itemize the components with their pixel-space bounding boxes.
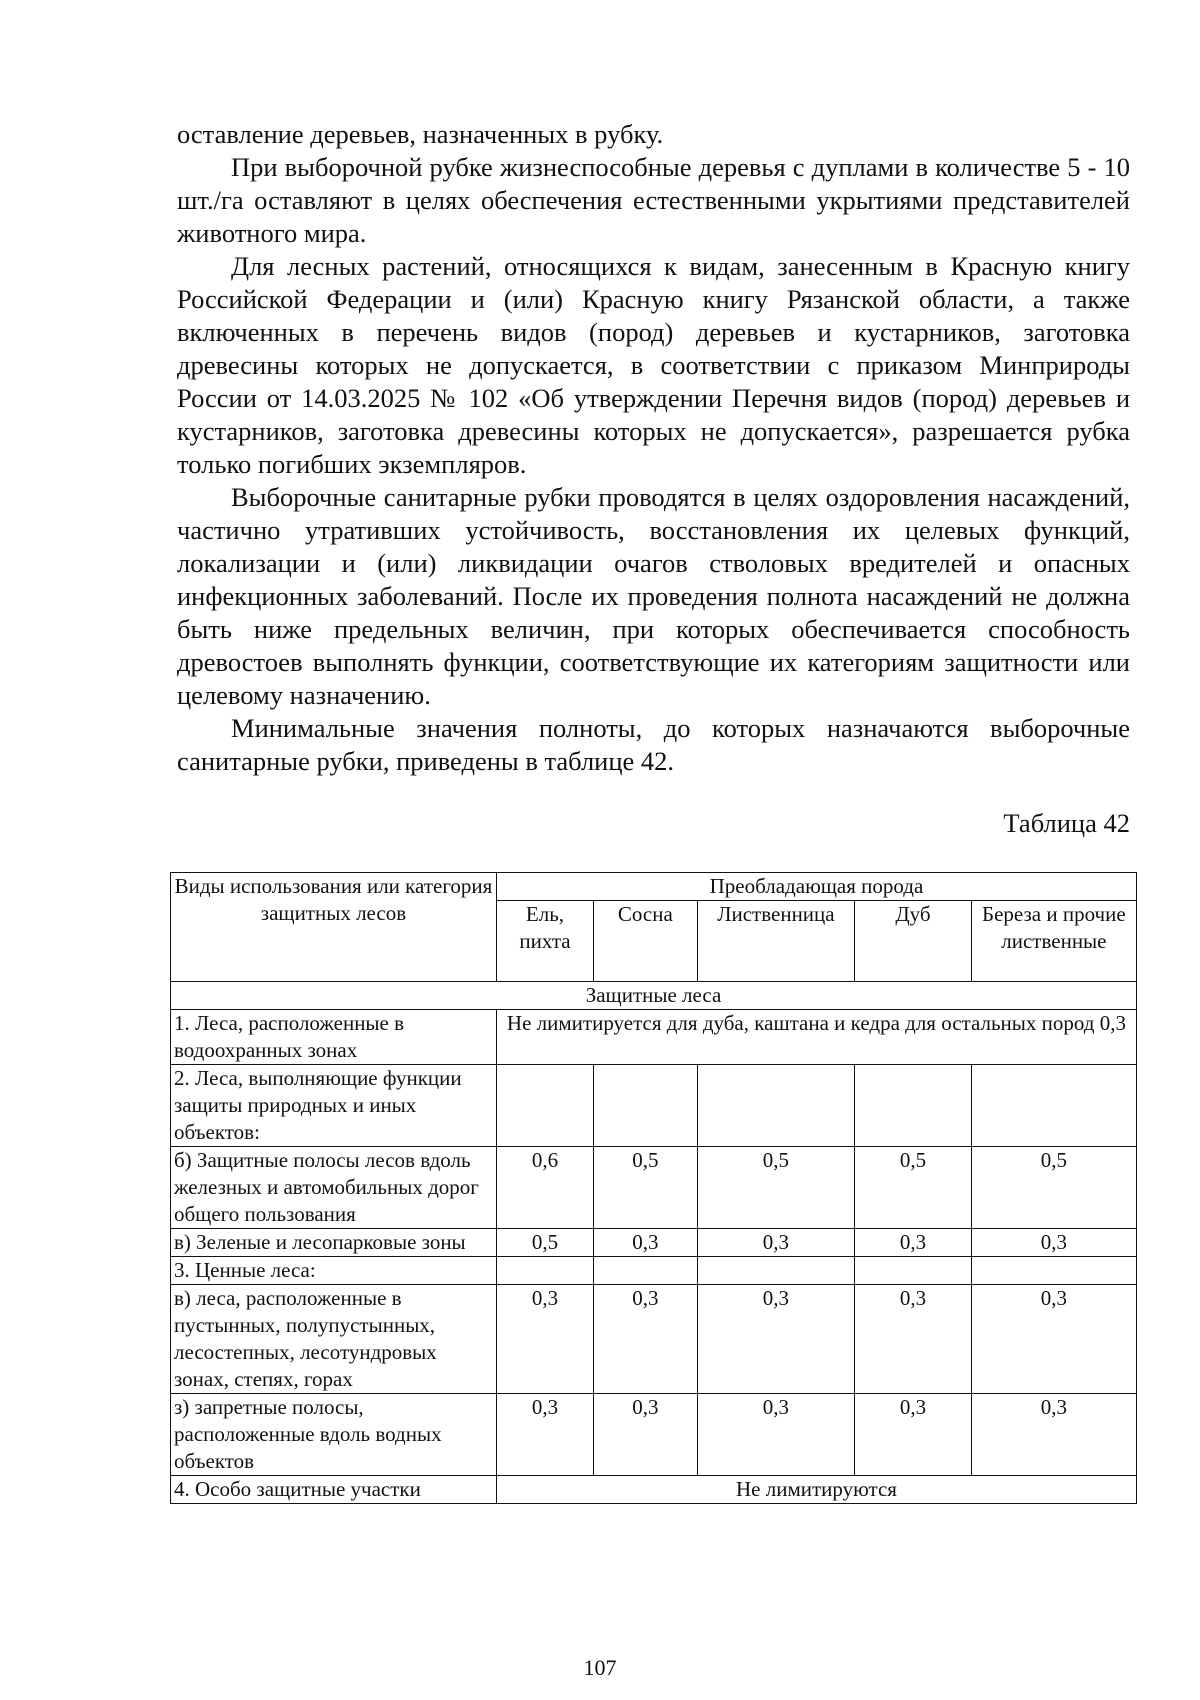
value-cell: 0,3 <box>594 1229 698 1257</box>
header-species-birch: Береза и прочие лиственные <box>971 901 1136 982</box>
value-cell <box>697 1065 855 1147</box>
table-row <box>171 1394 1137 1476</box>
row-span-value: Не лимитируются <box>496 1476 1136 1504</box>
table-caption: Таблица 42 <box>1003 808 1130 838</box>
value-cell <box>594 1065 698 1147</box>
value-cell: 0,3 <box>971 1394 1136 1476</box>
header-species-oak: Дуб <box>855 901 972 982</box>
value-cell: 0,5 <box>971 1147 1136 1229</box>
table-row <box>171 1147 1137 1229</box>
value-cell: 0,3 <box>697 1229 855 1257</box>
value-cell: 0,5 <box>496 1229 593 1257</box>
row-label: 1. Леса, расположенные в водоохранных зонах <box>171 1010 497 1065</box>
paragraph-5: Минимальные значения полноты, до которых назначаются выборочные санитарные рубки, приведены в таблице 42. <box>177 713 1130 776</box>
row-label: 3. Ценные леса: <box>171 1257 497 1285</box>
section-protective-forests: Защитные леса <box>171 982 1137 1010</box>
value-cell <box>855 1065 972 1147</box>
header-category: Виды использования или категория защитных лесов <box>171 873 497 982</box>
value-cell: 0,6 <box>496 1147 593 1229</box>
row-label: з) запретные полосы, расположенные вдоль водных объектов <box>171 1394 497 1476</box>
value-cell <box>594 1257 698 1285</box>
value-cell: 0,3 <box>594 1394 698 1476</box>
value-cell: 0,3 <box>697 1285 855 1394</box>
value-cell: 0,5 <box>594 1147 698 1229</box>
value-cell: 0,3 <box>697 1394 855 1476</box>
paragraph-1: оставление деревьев, назначенных в рубку. <box>177 119 664 149</box>
value-cell: 0,3 <box>855 1394 972 1476</box>
value-cell: 0,5 <box>855 1147 972 1229</box>
page-number: 107 <box>583 1655 617 1680</box>
value-cell: 0,3 <box>594 1285 698 1394</box>
table-row <box>171 1229 1137 1257</box>
row-span-value: Не лимитируется для дуба, каштана и кедра для остальных пород 0,3 <box>496 1010 1136 1065</box>
header-predominant-species: Преобладающая порода <box>496 873 1136 901</box>
table-row <box>171 1257 1137 1285</box>
paragraph-3: Для лесных растений, относящихся к видам, занесенным в Красную книгу Российской Федерации и (или) Красную книгу Рязанской области, а также включенных в перечень видов (пород) деревьев и кустарников, заготовка древесины которых не допускается, в соответствии с приказом Минприроды России от 14.03.2025 № 102 «Об утверждении Перечня видов (пород) деревьев и кустарников, заготовка древесины которых не допускается», разрешается рубка только погибших экземпляров. <box>177 251 1130 479</box>
section-row <box>171 982 1137 1010</box>
value-cell <box>697 1257 855 1285</box>
header-species-larch: Лиственница <box>697 901 855 982</box>
header-species-spruce: Ель, пихта <box>496 901 593 982</box>
value-cell: 0,3 <box>496 1394 593 1476</box>
row-label: б) Защитные полосы лесов вдоль железных и автомобильных дорог общего пользования <box>171 1147 497 1229</box>
row-label: в) леса, расположенные в пустынных, полупустынных, лесостепных, лесотундровых зонах, степях, горах <box>171 1285 497 1394</box>
row-label: 4. Особо защитные участки <box>171 1476 497 1504</box>
table-row <box>171 1285 1137 1394</box>
header-species-pine: Сосна <box>594 901 698 982</box>
value-cell: 0,3 <box>496 1285 593 1394</box>
value-cell: 0,3 <box>971 1285 1136 1394</box>
value-cell: 0,3 <box>855 1285 972 1394</box>
table-row <box>171 1010 1137 1065</box>
paragraph-4: Выборочные санитарные рубки проводятся в целях оздоровления насаждений, частично утративших устойчивость, восстановления их целевых функций, локализации и (или) ликвидации очагов стволовых вредителей и опасных инфекционных заболеваний. После их проведения полнота насаждений не должна быть ниже предельных величин, при которых обеспечивается способность древостоев выполнять функции, соответствующие их категориям защитности или целевому назначению. <box>177 482 1130 710</box>
paragraph-2: При выборочной рубке жизнеспособные деревья с дуплами в количестве 5 - 10 шт./га оставляют в целях обеспечения естественными укрытиями представителей животного мира. <box>177 152 1130 248</box>
table-header-row-1 <box>171 873 1137 901</box>
value-cell <box>496 1065 593 1147</box>
value-cell <box>971 1257 1136 1285</box>
body-text <box>177 118 1130 778</box>
value-cell <box>971 1065 1136 1147</box>
table-row <box>171 1476 1137 1504</box>
row-label: в) Зеленые и лесопарковые зоны <box>171 1229 497 1257</box>
value-cell: 0,5 <box>697 1147 855 1229</box>
table-row <box>171 1065 1137 1147</box>
polnota-table <box>170 872 1137 1504</box>
row-label: 2. Леса, выполняющие функции защиты природных и иных объектов: <box>171 1065 497 1147</box>
value-cell: 0,3 <box>971 1229 1136 1257</box>
value-cell <box>496 1257 593 1285</box>
value-cell <box>855 1257 972 1285</box>
value-cell: 0,3 <box>855 1229 972 1257</box>
